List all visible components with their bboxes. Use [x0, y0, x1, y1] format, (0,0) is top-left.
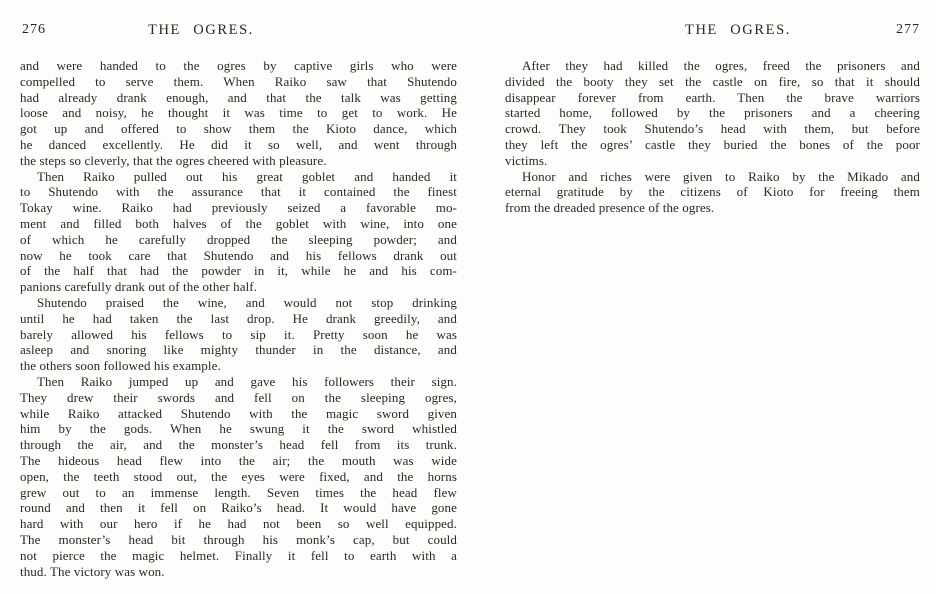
paragraph	[20, 374, 457, 579]
text-line: The monster’s head bit through his monk’s cap, but could	[20, 531, 457, 547]
text-line: Then Raiko pulled out his great goblet and handed it	[37, 168, 457, 184]
right-page-header	[505, 22, 920, 37]
text-line: had already drank enough, and that the talk was getting	[20, 89, 457, 105]
running-title-left: THE OGRES.	[148, 22, 254, 38]
text-line: they left the ogres’ castle they buried the bones of the poor	[505, 136, 920, 152]
left-page-header	[20, 22, 457, 37]
text-line: ment and filled both halves of the goblet with wine, into one	[20, 215, 457, 231]
text-line: grew out to an immense length. Seven times the head flew	[20, 484, 457, 500]
text-line: divided the booty they set the castle on fire, so that it should	[505, 73, 920, 89]
text-line: eternal gratitude by the citizens of Kioto for freeing them	[505, 184, 920, 200]
text-line: to Shutendo with the assurance that it contained the finest	[20, 184, 457, 200]
text-line: crowd. They took Shutendo’s head with them, but before	[505, 121, 920, 137]
text-line: panions carefully drank out of the other half.	[20, 279, 258, 295]
running-title-right: THE OGRES.	[685, 22, 791, 38]
text-line: started home, followed by the prisoners and a cheering	[505, 105, 920, 121]
text-line: now he took care that Shutendo and his fellows drank out	[20, 247, 457, 263]
right-page-body	[505, 58, 920, 216]
text-line: Tokay wine. Raiko had previously seized a favorable mo-	[20, 200, 457, 216]
text-line: round and then it fell on Raiko’s head. It would have gone	[20, 500, 457, 516]
left-page	[20, 22, 457, 579]
text-line: open, the teeth stood out, the eyes were fixed, and the horns	[20, 468, 457, 484]
paragraph	[505, 169, 920, 216]
text-line: compelled to serve them. When Raiko saw that Shutendo	[20, 73, 457, 89]
text-line: he danced excellently. He did it so well, and went through	[20, 136, 457, 152]
text-line: barely allowed his fellows to sip it. Pretty soon he was	[20, 326, 457, 342]
text-line: They drew their swords and fell on the sleeping ogres,	[20, 389, 457, 405]
text-line: loose and noisy, he thought it was time to get to work. He	[20, 105, 457, 121]
text-line: got up and offered to show them the Kioto dance, which	[20, 121, 457, 137]
text-line: Shutendo praised the wine, and would not stop drinking	[37, 294, 457, 310]
page-number-right: 277	[896, 22, 920, 37]
text-line: After they had killed the ogres, freed the prisoners and	[522, 58, 920, 73]
text-line: him by the gods. When he swung it the sword whistled	[20, 421, 457, 437]
paragraph	[20, 295, 457, 374]
text-line: asleep and snoring like mighty thunder in the distance, and	[20, 342, 457, 358]
paragraph	[20, 58, 457, 169]
text-line: of which he carefully dropped the sleeping powder; and	[20, 231, 457, 247]
right-page	[505, 22, 920, 216]
text-line: hard with our hero if he had not been so well equipped.	[20, 516, 457, 532]
text-line: and were handed to the ogres by captive girls who were	[20, 58, 457, 73]
paragraph	[20, 169, 457, 295]
text-line: not pierce the magic helmet. Finally it fell to earth with a	[20, 547, 457, 563]
text-line: from the dreaded presence of the ogres.	[505, 200, 715, 216]
text-line: the others soon followed his example.	[20, 358, 221, 374]
text-line: disappear forever from earth. Then the brave warriors	[505, 89, 920, 105]
page-number-left: 276	[22, 22, 46, 37]
text-line: while Raiko attacked Shutendo with the magic sword given	[20, 405, 457, 421]
text-line: The hideous head flew into the air; the mouth was wide	[20, 452, 457, 468]
text-line: thud. The victory was won.	[20, 563, 165, 579]
text-line: Then Raiko jumped up and gave his followers their sign.	[37, 373, 457, 389]
text-line: until he had taken the last drop. He drank greedily, and	[20, 310, 457, 326]
text-line: Honor and riches were given to Raiko by the Mikado and	[522, 168, 920, 184]
text-line: of the half that had the powder in it, while he and his com-	[20, 263, 457, 279]
left-page-body	[20, 58, 457, 579]
text-line: through the air, and the monster’s head fell from its trunk.	[20, 437, 457, 453]
text-line: the steps so cleverly, that the ogres cheered with pleasure.	[20, 152, 327, 168]
text-line: victims.	[505, 152, 548, 168]
paragraph	[505, 58, 920, 169]
